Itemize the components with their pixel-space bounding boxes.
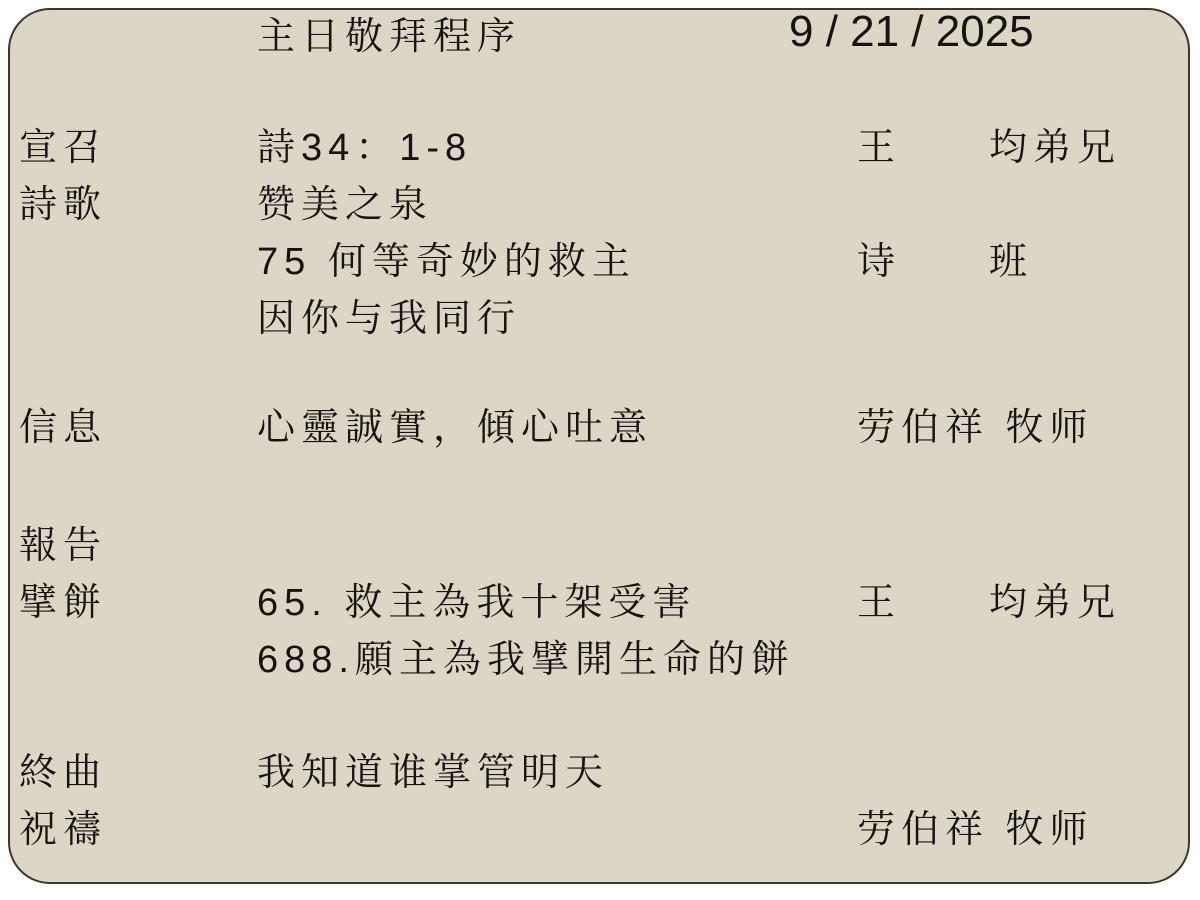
program-person-name: 王 均弟兄 — [857, 582, 1122, 624]
program-row-hymn-688 — [10, 637, 1192, 683]
program-item-text: 詩34：1-8 — [257, 127, 473, 169]
program-person-name: 劳伯祥 牧师 — [857, 407, 1094, 449]
slide-date: 9 / 21 / 2025 — [789, 7, 1034, 56]
program-item-text: 我知道谁掌管明天 — [257, 752, 610, 794]
program-label: 詩歌 — [19, 184, 108, 226]
program-label: 信息 — [19, 407, 108, 449]
program-item-text: 心靈誠實，傾心吐意 — [257, 407, 654, 449]
program-row-benediction — [10, 807, 1192, 853]
program-row-closing-song — [10, 750, 1192, 796]
program-row-hymn-75 — [10, 239, 1192, 285]
program-person-name: 王 均弟兄 — [857, 127, 1122, 169]
worship-program-slide — [8, 8, 1190, 884]
program-row-call-to-worship — [10, 125, 1192, 171]
program-item-text: 因你与我同行 — [257, 298, 522, 340]
program-row-announcements — [10, 523, 1192, 569]
program-item-text: 75 何等奇妙的救主 — [257, 241, 636, 283]
program-label: 祝禱 — [19, 809, 108, 851]
program-label: 報告 — [19, 525, 108, 567]
program-row-hymns — [10, 182, 1192, 228]
program-label: 終曲 — [19, 752, 108, 794]
program-person-name: 诗 班 — [857, 241, 1034, 283]
program-row-hymn-walk-with-me — [10, 296, 1192, 342]
slide-title: 主日敬拜程序 — [257, 16, 522, 58]
program-row-communion — [10, 580, 1192, 626]
program-item-text: 赞美之泉 — [257, 184, 434, 226]
program-item-text: 688.願主為我擘開生命的餅 — [257, 639, 795, 681]
program-person-name: 劳伯祥 牧师 — [857, 809, 1094, 851]
program-row-message — [10, 405, 1192, 451]
program-item-text: 65. 救主為我十架受害 — [257, 582, 697, 624]
program-label: 宣召 — [19, 127, 108, 169]
program-label: 擘餅 — [19, 582, 108, 624]
